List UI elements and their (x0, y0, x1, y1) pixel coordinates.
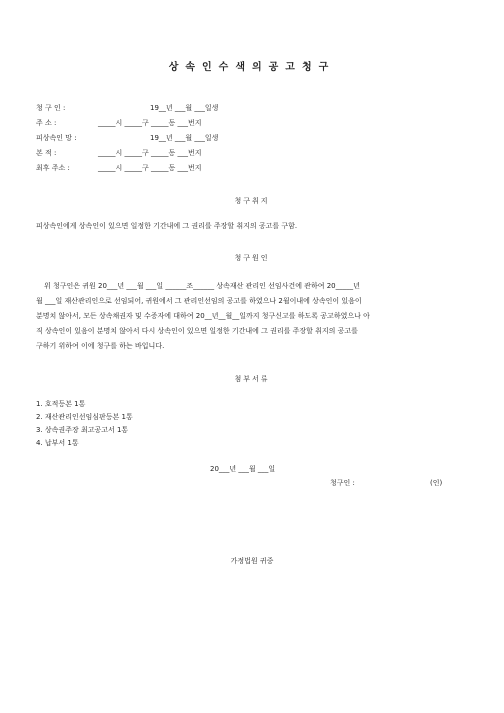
claim-purpose-heading: 청구취지 (234, 197, 270, 205)
attachments-heading: 첨부서류 (234, 375, 270, 383)
registry-label: 본 적 : (36, 149, 57, 157)
claim-reason-heading: 청구원인 (234, 254, 270, 262)
claimant-row (36, 103, 218, 113)
claim-reason-line: 월 ___일 재산관리인으로 선임되어, 귀원에서 그 관리인선임의 공고를 하였으나 2월이내에 상속인이 있음이 (36, 297, 362, 305)
attachment-item: 3. 상속권주장 최고공고서 1통 (36, 426, 129, 434)
registry-row (36, 148, 202, 158)
last-address-row (36, 163, 202, 173)
attachment-item: 2. 재산관리인선임심판등본 1통 (36, 413, 133, 421)
claimant-address-label: 주 소 : (36, 119, 57, 127)
date-line: 20___년 ___월 ___일 (210, 465, 276, 473)
claimant-birth: 19__년 ___월 ___일생 (150, 104, 219, 112)
decedent-label: 피상속인 망 : (36, 134, 77, 142)
claim-reason-line: 분명치 않아서, 모든 상속채권자 및 수증자에 대하여 20__년__월__일까지 청구신고를 하도록 공고하였으나 아 (36, 312, 370, 320)
decedent-birth: 19__년 ___월 ___일생 (150, 134, 219, 142)
document-title: 상속인수색의공고청구 (168, 62, 336, 73)
decedent-row (36, 133, 218, 143)
attachment-item: 4. 납부서 1통 (36, 439, 79, 447)
claimant-address: _____시 _____구 _____동 ___번지 (98, 119, 202, 127)
claim-reason-line: 구하기 위하여 이에 청구를 하는 바입니다. (36, 342, 165, 350)
last-address-label: 최후 주소 : (36, 164, 70, 172)
claimant-label: 청 구 인 : (36, 104, 66, 112)
seal-mark: (인) (430, 479, 443, 487)
claim-purpose-text: 피상속인에게 상속인이 있으면 일정한 기간내에 그 권리를 주장할 취지의 공고를 구함. (36, 222, 298, 230)
claimant-address-row (36, 118, 202, 128)
attachment-item: 1. 호적등본 1통 (36, 400, 86, 408)
court-addressee: 가정법원 귀중 (230, 557, 274, 565)
claim-reason-line: 직 상속인이 있음이 분명치 않아서 다시 상속인이 있으면 일정한 기간내에 그 권리를 주장할 취지의 공고를 (36, 327, 358, 335)
last-address: _____시 _____구 _____동 ___번지 (98, 164, 202, 172)
registry-address: _____시 _____구 _____동 ___번지 (98, 149, 202, 157)
claimant-signature-label: 청구인 : (330, 479, 355, 487)
claim-reason-line: 위 청구인은 귀원 20___년 ___월 ___일 ______조______ 상속재산 관리인 선임사건에 관하여 20_____년 (44, 282, 360, 290)
